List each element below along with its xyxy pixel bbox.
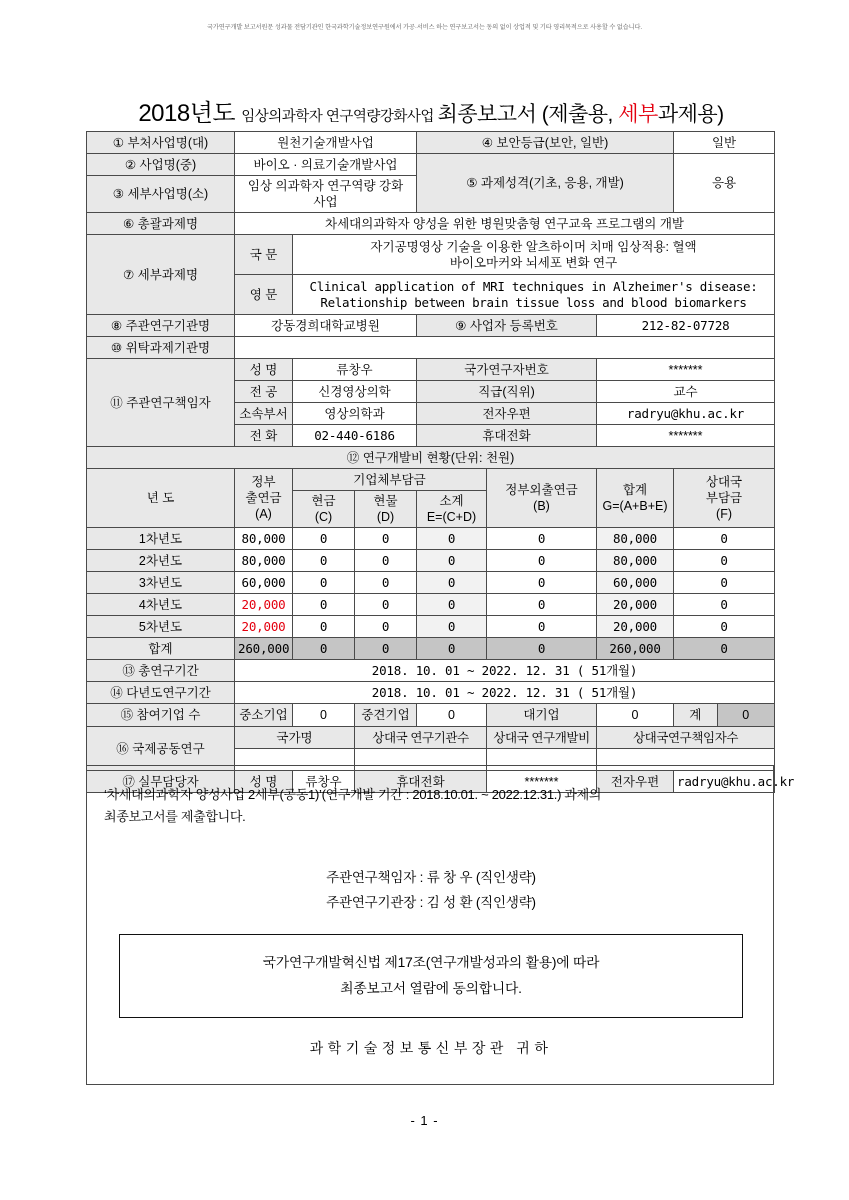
budget-header-nongov [487, 469, 597, 528]
row10-label: ⑩ 위탁과제기관명 [87, 337, 235, 359]
budget-header-inkind-l2: (D) [376, 510, 395, 524]
row16-pi-count-label: 상대국연구책임자수 [597, 727, 775, 749]
budget-total-cash: 0 [293, 638, 355, 660]
row1-label: ① 부처사업명(대) [87, 132, 235, 154]
budget-row-nongov: 0 [487, 572, 597, 594]
budget-row-subtotal: 0 [417, 550, 487, 572]
submission-statement [104, 784, 759, 829]
budget-header-corp-group: 기업체부담금 [293, 469, 487, 491]
row15-sme-value: 0 [293, 704, 355, 727]
budget-total-subtotal: 0 [417, 638, 487, 660]
budget-row-subtotal: 0 [417, 616, 487, 638]
budget-row-inkind: 0 [355, 616, 417, 638]
budget-row-cash: 0 [293, 572, 355, 594]
table-row [87, 447, 775, 469]
budget-row-cash: 0 [293, 594, 355, 616]
table-row [87, 337, 775, 359]
budget-total-partner: 0 [674, 638, 775, 660]
row10-value [235, 337, 775, 359]
signature-institution-head: 주관연구기관장 : 김 성 환 (직인생략) [326, 894, 536, 910]
table-row [87, 469, 775, 491]
budget-row-subtotal: 0 [417, 528, 487, 550]
budget-header-gov-l2: 출연금 [245, 491, 282, 505]
budget-header-nongov-l1: 정부외출연금 [505, 483, 578, 497]
row15-total-value: 0 [717, 704, 774, 726]
budget-row-nongov: 0 [487, 616, 597, 638]
budget-row-year: 3차년도 [87, 572, 235, 594]
row2-value: 바이오 · 의료기술개발사업 [235, 154, 417, 176]
budget-row-inkind: 0 [355, 572, 417, 594]
row8-label-right: ⑨ 사업자 등록번호 [417, 315, 597, 337]
title-report-type: 최종보고서 (제출용, [437, 103, 619, 126]
row15-mid-value: 0 [417, 704, 487, 727]
row7-en-line1: Clinical application of MRI techniques in Alzheimer's disease: [309, 278, 758, 294]
budget-row-inkind: 0 [355, 594, 417, 616]
budget-header-cash [293, 491, 355, 528]
row3-label: ③ 세부사업명(소) [87, 176, 235, 213]
pi-name-value: 류창우 [293, 359, 417, 381]
pi-email-value: radryu@khu.ac.kr [597, 403, 775, 425]
table-row [87, 550, 775, 572]
row17-name-label: 성 명 [235, 771, 293, 793]
budget-row-partner: 0 [674, 594, 775, 616]
budget-row-cash: 0 [293, 616, 355, 638]
row8-value: 강동경희대학교병원 [235, 315, 417, 337]
row17-mobile-label: 휴대전화 [355, 771, 487, 793]
budget-header-gov [235, 469, 293, 528]
budget-row-cash: 0 [293, 550, 355, 572]
pi-email-label: 전자우편 [417, 403, 597, 425]
copyright-disclaimer: 국가연구개발 보고서원문 성과물 전담기관인 한국과학기술정보연구원에서 가공·서비스 하는 연구보고서는 동의 없이 상업적 및 기타 영리목적으로 사용할 수 없습니다. [206, 24, 642, 31]
row16-orgcount-label: 상대국 연구기관수 [355, 727, 487, 749]
budget-total-inkind: 0 [355, 638, 417, 660]
budget-header-sum-l1: 합계 [622, 483, 648, 497]
budget-row-inkind: 0 [355, 550, 417, 572]
table-row [87, 235, 775, 275]
budget-header-cash-l2: (C) [314, 510, 333, 524]
row7-en-value [293, 275, 775, 315]
row11-label: ⑪ 주관연구책임자 [87, 359, 235, 447]
budget-row-nongov: 0 [487, 550, 597, 572]
row15-large-label-text: 대기업 [523, 708, 560, 722]
consent-box [119, 934, 743, 1018]
signature-block [87, 866, 775, 916]
table-row [87, 660, 775, 682]
row7-kr-label: 국 문 [235, 235, 293, 275]
budget-header-gov-l3: (A) [255, 507, 272, 521]
submission-statement-line1: ‘차세대의과학자 양성사업 2세부(공동1)’(연구개발 기간 : 2018.10.01. ~ 2022.12.31.) 과제의 [104, 787, 602, 802]
title-year: 2018년도 [138, 100, 236, 127]
budget-row-sum: 20,000 [597, 594, 674, 616]
budget-row-subtotal: 0 [417, 594, 487, 616]
pi-phone-label: 전 화 [235, 425, 293, 447]
table-row [87, 572, 775, 594]
row16-country-label: 국가명 [235, 727, 355, 749]
pi-major-value: 신경영상의학 [293, 381, 417, 403]
budget-header-inkind [355, 491, 417, 528]
table-row [87, 315, 775, 337]
pi-mobile-label: 휴대전화 [417, 425, 597, 447]
row7-kr-value [293, 235, 775, 275]
row15-sme-label: 중소기업 [235, 704, 293, 727]
row13-label: ⑬ 총연구기간 [87, 660, 235, 682]
table-row [87, 359, 775, 381]
row14-label: ⑭ 다년도연구기간 [87, 682, 235, 704]
budget-header-subtotal [417, 491, 487, 528]
budget-row-gov: 20,000 [235, 616, 293, 638]
row3-value: 임상 의과학자 연구역량 강화 사업 [235, 176, 417, 213]
pi-dept-label: 소속부서 [235, 403, 293, 425]
budget-total-gov: 260,000 [235, 638, 293, 660]
row16-label: ⑯ 국제공동연구 [87, 727, 235, 771]
budget-row-gov: 80,000 [235, 528, 293, 550]
row8-label: ⑧ 주관연구기관명 [87, 315, 235, 337]
budget-total-nongov: 0 [487, 638, 597, 660]
row1-value-right: 일반 [674, 132, 775, 154]
budget-header-year: 년 도 [87, 469, 235, 528]
table-row [87, 154, 775, 176]
page-title [86, 93, 776, 128]
row7-kr-line2: 바이오마커와 뇌세포 변화 연구 [449, 255, 618, 270]
budget-header-cash-l1: 현금 [311, 494, 336, 508]
pi-position-label: 직급(직위) [417, 381, 597, 403]
budget-row-year: 5차년도 [87, 616, 235, 638]
budget-header-sub-l2: E=(C+D) [426, 510, 477, 524]
row16-rndcost-label: 상대국 연구개발비 [487, 727, 597, 749]
row15-total-cell [674, 704, 775, 727]
budget-row-nongov: 0 [487, 594, 597, 616]
budget-row-gov: 80,000 [235, 550, 293, 572]
row2-label-right: ⑤ 과제성격(기초, 응용, 개발) [417, 154, 674, 213]
project-info-table [86, 131, 795, 793]
table-row [87, 528, 775, 550]
budget-caption: ⑫ 연구개발비 현황(단위: 천원) [87, 447, 775, 469]
budget-row-nongov: 0 [487, 528, 597, 550]
budget-row-sum: 60,000 [597, 572, 674, 594]
row15-total-label: 계 [674, 704, 717, 726]
row17-mobile-value: ******* [487, 771, 597, 793]
title-report-type-tail: 과제용) [657, 103, 724, 126]
table-row [87, 727, 775, 749]
budget-row-year: 2차년도 [87, 550, 235, 572]
row17-name-value: 류창우 [293, 771, 355, 793]
table-row [87, 682, 775, 704]
budget-header-sub-l1: 소계 [439, 494, 464, 508]
row13-value: 2018. 10. 01 ~ 2022. 12. 31 ( 51개월) [235, 660, 775, 682]
budget-row-partner: 0 [674, 572, 775, 594]
budget-row-sum: 80,000 [597, 528, 674, 550]
budget-header-partner-l2: 부담금 [705, 491, 743, 505]
row8-value-right: 212-82-07728 [597, 315, 775, 337]
budget-header-nongov-l2: (B) [533, 499, 550, 513]
submission-statement-line2: 최종보고서를 제출합니다. [104, 809, 246, 825]
row15-mid-label: 중견기업 [355, 704, 417, 727]
budget-row-partner: 0 [674, 616, 775, 638]
budget-row-gov: 60,000 [235, 572, 293, 594]
budget-row-sum: 80,000 [597, 550, 674, 572]
budget-row-inkind: 0 [355, 528, 417, 550]
row17-label: ⑰ 실무담당자 [87, 771, 235, 793]
title-report-type-highlight: 세부 [618, 103, 658, 126]
table-row [87, 594, 775, 616]
table-row [87, 616, 775, 638]
budget-header-sum-l2: G=(A+B+E) [602, 499, 668, 513]
pi-major-label: 전 공 [235, 381, 293, 403]
row6-value: 차세대의과학자 양성을 위한 병원맞춤형 연구교육 프로그램의 개발 [235, 213, 775, 235]
budget-header-partner [674, 469, 775, 528]
row15-label: ⑮ 참여기업 수 [87, 704, 235, 727]
table-row [87, 704, 775, 727]
budget-row-cash: 0 [293, 528, 355, 550]
pi-mobile-value: ******* [597, 425, 775, 447]
budget-header-sum [597, 469, 674, 528]
row17-email-value: radryu@khu.ac.kr [674, 771, 775, 793]
pi-position-value: 교수 [597, 381, 775, 403]
row14-value: 2018. 10. 01 ~ 2022. 12. 31 ( 51개월) [235, 682, 775, 704]
table-row [87, 213, 775, 235]
row7-kr-line1: 자기공명영상 기술을 이용한 알츠하이머 치매 임상적용: 혈액 [370, 239, 697, 254]
budget-row-partner: 0 [674, 550, 775, 572]
row7-en-label: 영 문 [235, 275, 293, 315]
pi-researcher-no-value: ******* [597, 359, 775, 381]
page-number: - 1 - [410, 1113, 439, 1128]
budget-row-partner: 0 [674, 528, 775, 550]
budget-header-partner-l3: (F) [716, 507, 733, 521]
ministry-addressee: 과학기술정보통신부장관 귀하 [309, 1040, 553, 1056]
row7-en-line2: Relationship between brain tissue loss and blood biomarkers [320, 294, 747, 310]
budget-header-inkind-l1: 현물 [373, 494, 398, 508]
row15-large-label [487, 704, 597, 727]
pi-phone-value: 02-440-6186 [293, 425, 417, 447]
consent-line2: 최종보고서 열람에 동의합니다. [340, 980, 522, 996]
row1-label-right: ④ 보안등급(보안, 일반) [417, 132, 674, 154]
budget-row-year: 4차년도 [87, 594, 235, 616]
table-row [87, 132, 775, 154]
pi-researcher-no-label: 국가연구자번호 [417, 359, 597, 381]
budget-row-gov: 20,000 [235, 594, 293, 616]
table-row-total [87, 638, 775, 660]
row15-large-value: 0 [597, 704, 674, 727]
budget-header-gov-l1: 정부 [251, 475, 276, 489]
budget-total-sum: 260,000 [597, 638, 674, 660]
budget-row-sum: 20,000 [597, 616, 674, 638]
budget-header-partner-l1: 상대국 [705, 475, 743, 489]
consent-line1: 국가연구개발혁신법 제17조(연구개발성과의 활용)에 따라 [262, 955, 600, 970]
row17-email-label: 전자우편 [597, 771, 674, 793]
pi-dept-value: 영상의학과 [293, 403, 417, 425]
signature-pi: 주관연구책임자 : 류 창 우 (직인생략) [326, 870, 536, 885]
row1-value: 원천기술개발사업 [235, 132, 417, 154]
budget-total-label: 합계 [87, 638, 235, 660]
declaration-frame [86, 765, 774, 1085]
row2-value-right: 응용 [674, 154, 775, 213]
row6-label: ⑥ 총괄과제명 [87, 213, 235, 235]
title-program: 임상의과학자 연구역량강화사업 [241, 109, 434, 125]
row2-label: ② 사업명(중) [87, 154, 235, 176]
pi-name-label: 성 명 [235, 359, 293, 381]
budget-row-subtotal: 0 [417, 572, 487, 594]
row7-label: ⑦ 세부과제명 [87, 235, 235, 315]
budget-row-year: 1차년도 [87, 528, 235, 550]
